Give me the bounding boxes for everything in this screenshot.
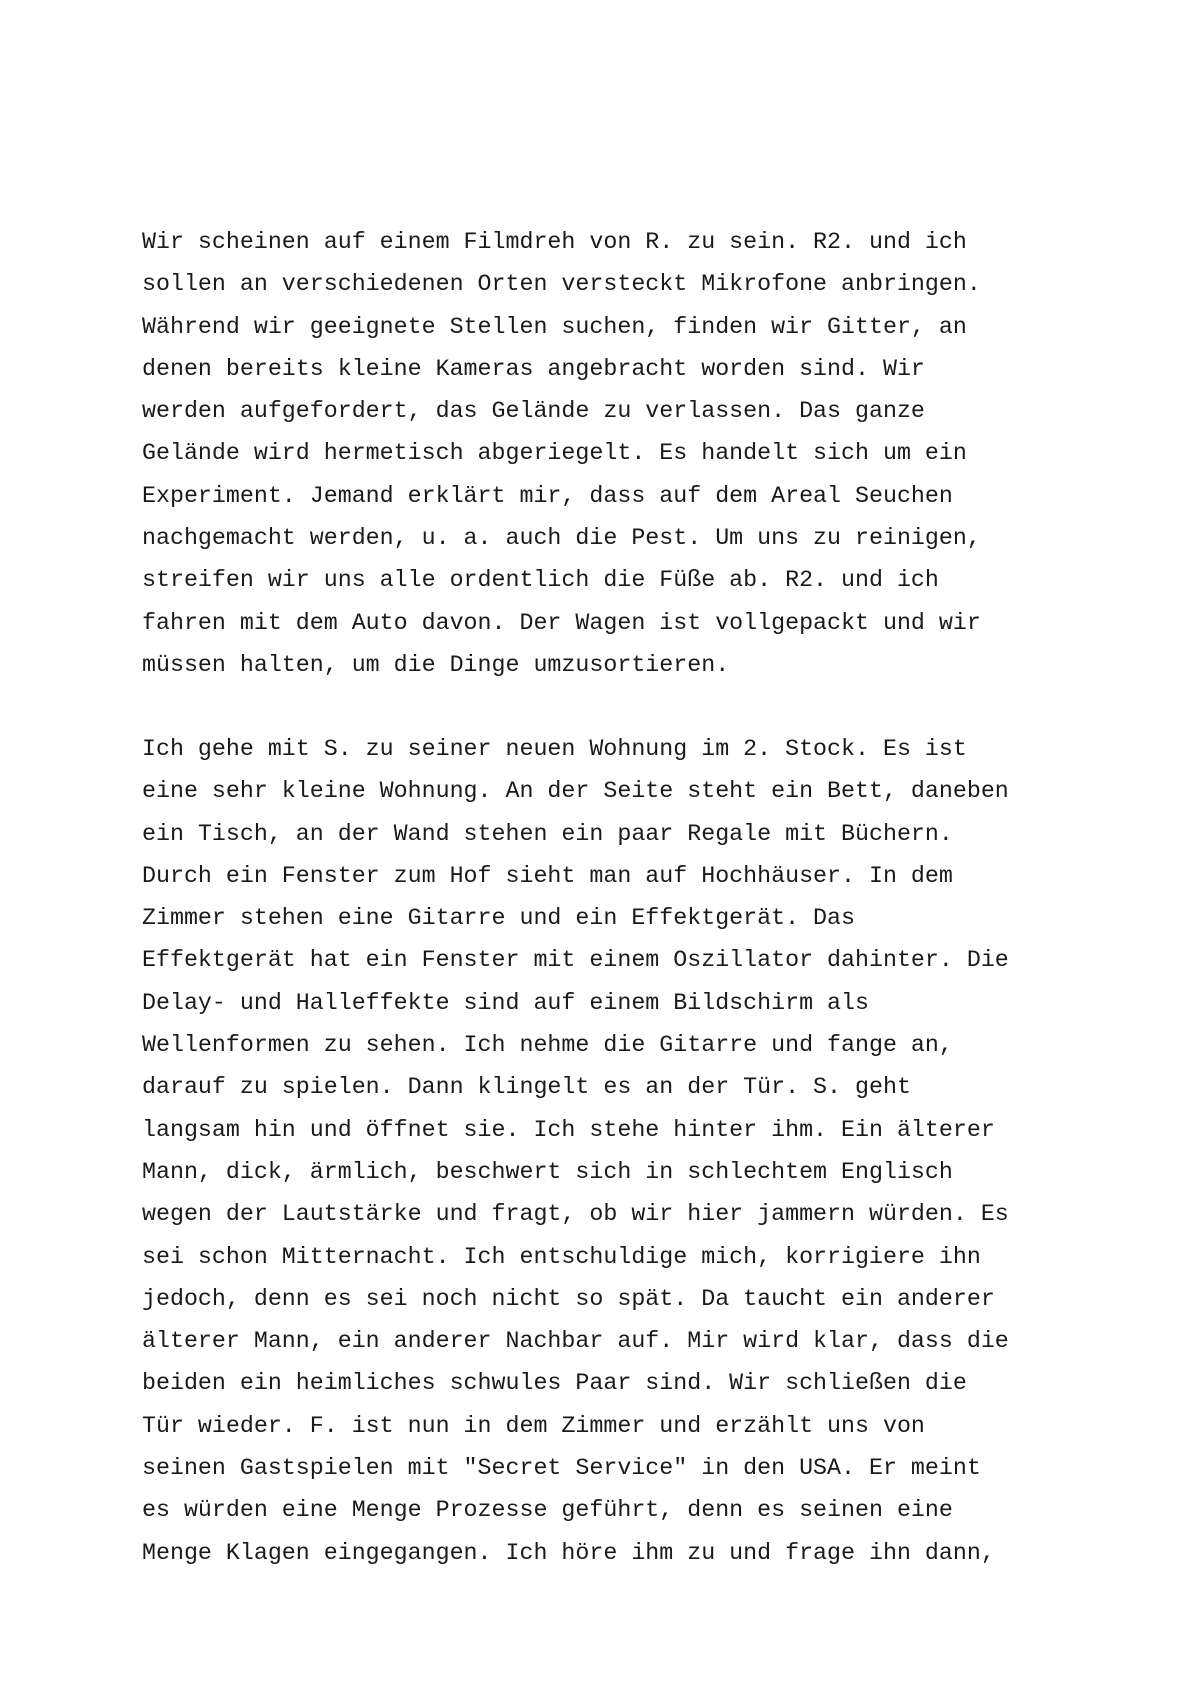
text-line: es würden eine Menge Prozesse geführt, denn es seinen eine	[142, 1497, 953, 1524]
paragraph-apartment	[142, 728, 1062, 1574]
text-line: wegen der Lautstärke und fragt, ob wir hier jammern würden. Es	[142, 1201, 1009, 1228]
text-line: Menge Klagen eingegangen. Ich höre ihm zu und frage ihn dann,	[142, 1539, 995, 1566]
text-line: beiden ein heimliches schwules Paar sind. Wir schließen die	[142, 1370, 967, 1397]
text-line: nachgemacht werden, u. a. auch die Pest. Um uns zu reinigen,	[142, 525, 981, 552]
text-line: Mann, dick, ärmlich, beschwert sich in schlechtem Englisch	[142, 1158, 953, 1185]
text-line: sollen an verschiedenen Orten versteckt Mikrofone anbringen.	[142, 271, 981, 298]
text-line: jedoch, denn es sei noch nicht so spät. Da taucht ein anderer	[142, 1285, 995, 1312]
text-line: Zimmer stehen eine Gitarre und ein Effektgerät. Das	[142, 905, 856, 932]
text-line: Während wir geeignete Stellen suchen, finden wir Gitter, an	[142, 313, 967, 340]
text-line: sei schon Mitternacht. Ich entschuldige mich, korrigiere ihn	[142, 1243, 981, 1270]
text-line: Wir scheinen auf einem Filmdreh von R. zu sein. R2. und ich	[142, 229, 967, 255]
text-line: werden aufgefordert, das Gelände zu verlassen. Das ganze	[142, 398, 925, 425]
text-line: Experiment. Jemand erklärt mir, dass auf dem Areal Seuchen	[142, 482, 953, 509]
text-line: fahren mit dem Auto davon. Der Wagen ist vollgepackt und wir	[142, 609, 981, 636]
text-line: darauf zu spielen. Dann klingelt es an der Tür. S. geht	[142, 1074, 911, 1101]
text-line: älterer Mann, ein anderer Nachbar auf. Mir wird klar, dass die	[142, 1328, 1009, 1355]
text-line: Effektgerät hat ein Fenster mit einem Oszillator dahinter. Die	[142, 947, 1009, 974]
text-line: seinen Gastspielen mit "Secret Service" in den USA. Er meint	[142, 1455, 981, 1482]
text-line: Wellenformen zu sehen. Ich nehme die Gitarre und fange an,	[142, 1032, 953, 1059]
text-line: eine sehr kleine Wohnung. An der Seite steht ein Bett, daneben	[142, 778, 1009, 805]
text-line: Delay- und Halleffekte sind auf einem Bildschirm als	[142, 989, 869, 1016]
text-line: streifen wir uns alle ordentlich die Füße ab. R2. und ich	[142, 567, 939, 594]
text-line: Ich gehe mit S. zu seiner neuen Wohnung im 2. Stock. Es ist	[142, 736, 967, 762]
text-line: müssen halten, um die Dinge umzusortieren.	[142, 651, 730, 678]
text-line: Tür wieder. F. ist nun in dem Zimmer und erzählt uns von	[142, 1412, 925, 1439]
text-line: langsam hin und öffnet sie. Ich stehe hinter ihm. Ein älterer	[142, 1116, 995, 1143]
text-line: Gelände wird hermetisch abgeriegelt. Es handelt sich um ein	[142, 440, 967, 467]
text-line: ein Tisch, an der Wand stehen ein paar Regale mit Büchern.	[142, 820, 953, 847]
text-line: denen bereits kleine Kameras angebracht worden sind. Wir	[142, 355, 925, 382]
paragraph-film-shoot	[142, 221, 1062, 686]
text-line: Durch ein Fenster zum Hof sieht man auf Hochhäuser. In dem	[142, 862, 953, 889]
